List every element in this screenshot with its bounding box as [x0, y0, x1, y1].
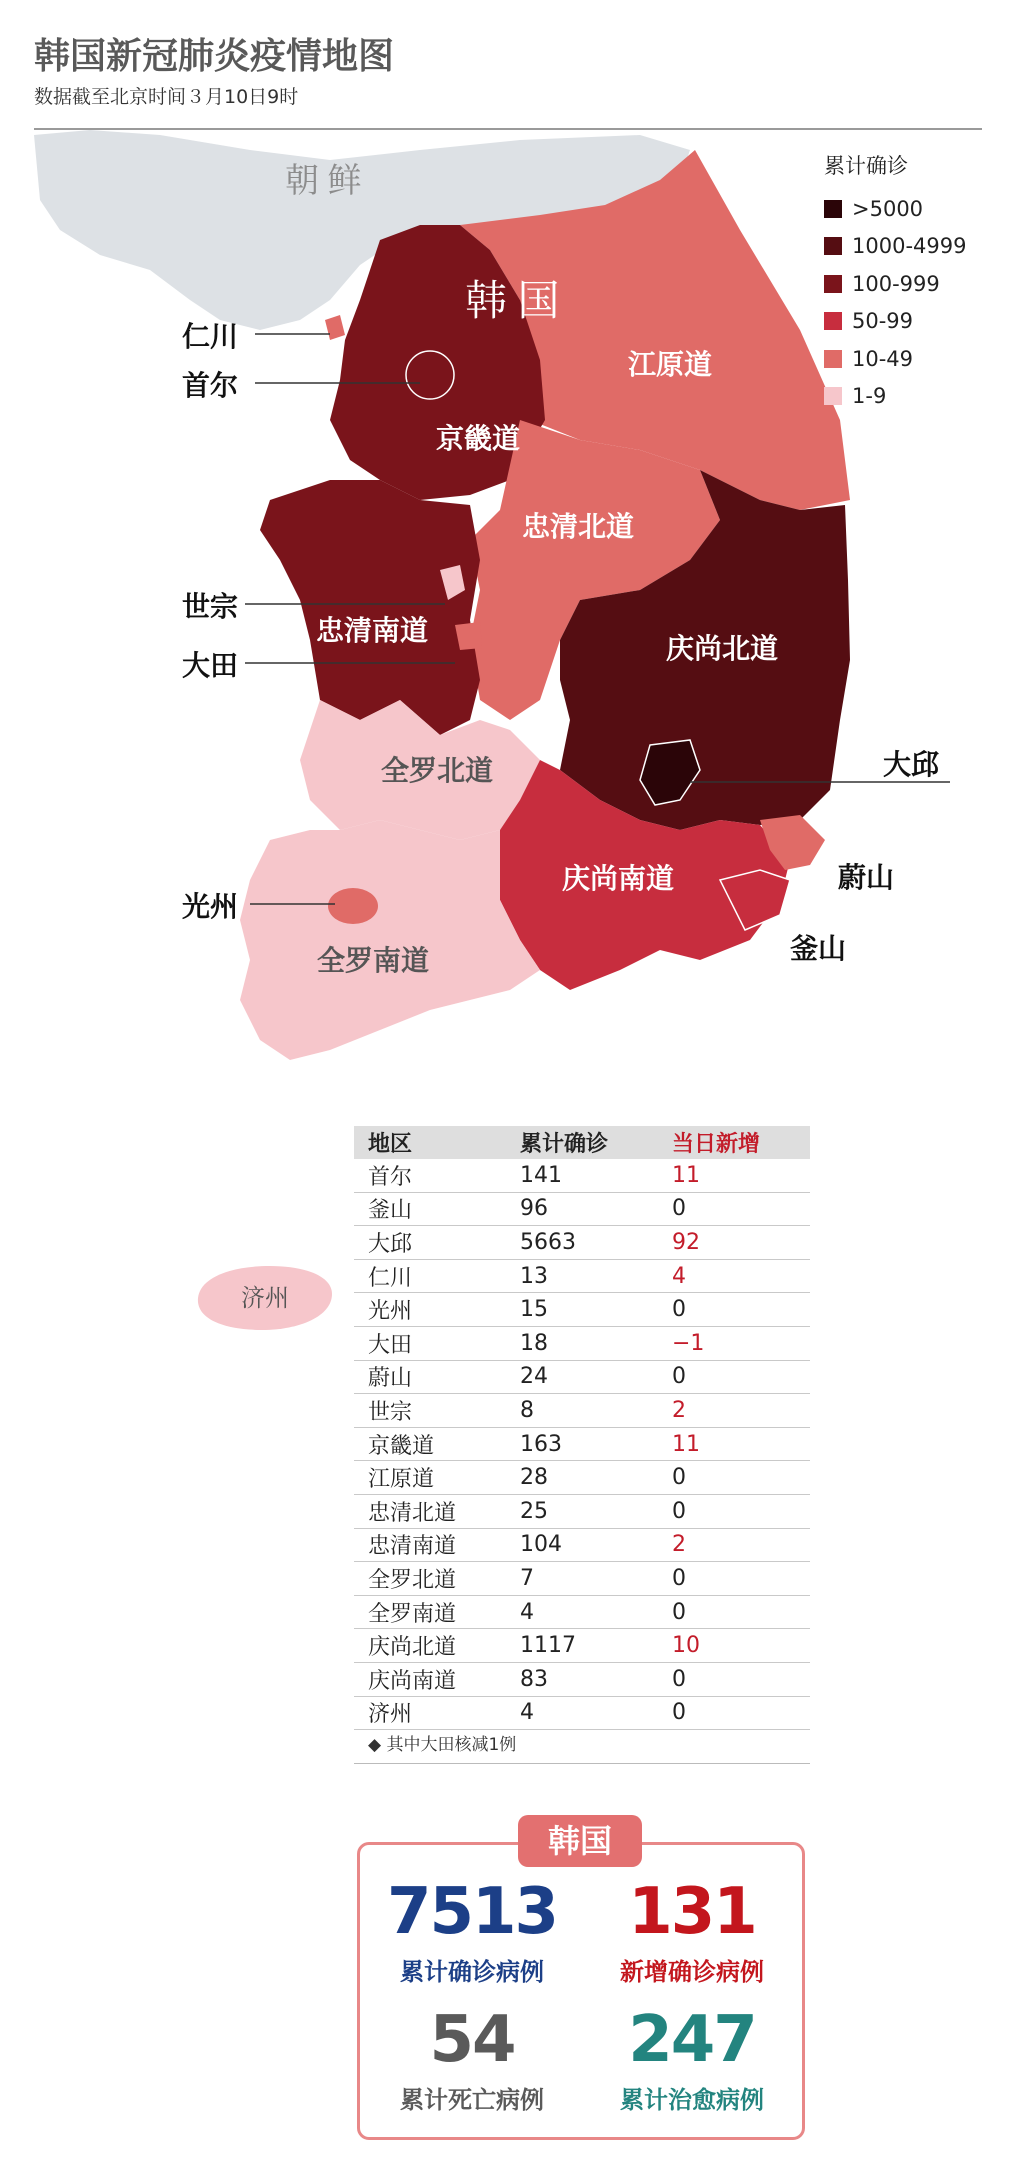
legend-item [824, 378, 966, 416]
total-cell: 7 [506, 1562, 658, 1596]
new-cell: 0 [658, 1595, 810, 1629]
legend-swatch [824, 200, 842, 218]
region-cell: 济州 [354, 1696, 506, 1730]
table-row [354, 1159, 810, 1192]
new-cell: 0 [658, 1293, 810, 1327]
region-cell: 江原道 [354, 1461, 506, 1495]
table-row [354, 1696, 810, 1730]
region-cell: 蔚山 [354, 1360, 506, 1394]
table-row [354, 1293, 810, 1327]
case-table [354, 1126, 810, 1730]
jeju-island [190, 1258, 340, 1338]
table-row [354, 1326, 810, 1360]
region-label-chungbuk: 忠清北道 [521, 510, 635, 543]
region-cell: 大邱 [354, 1226, 506, 1260]
region-label-gyeonggi: 京畿道 [435, 422, 521, 455]
callout-sejong: 世宗 [182, 590, 239, 623]
page-subtitle: 数据截至北京时间３月10日9时 [34, 86, 299, 108]
new-cell: 0 [658, 1494, 810, 1528]
col-new: 当日新增 [658, 1126, 810, 1159]
stat-new-confirmed [580, 1875, 804, 1987]
table-row [354, 1394, 810, 1428]
region-cell: 忠清南道 [354, 1528, 506, 1562]
region-incheon [325, 315, 345, 340]
new-cell: 0 [658, 1562, 810, 1596]
south-korea-label: 韩 国 [465, 279, 560, 325]
table-row [354, 1226, 810, 1260]
legend-label: 1000-4999 [852, 234, 967, 259]
callout-daejeon: 大田 [182, 649, 239, 682]
region-cell: 京畿道 [354, 1427, 506, 1461]
callout-ulsan: 蔚山 [838, 861, 895, 894]
region-seoul [406, 351, 454, 399]
total-cell: 15 [506, 1293, 658, 1327]
total-cell: 13 [506, 1259, 658, 1293]
legend-label: 1-9 [852, 384, 887, 409]
total-cell: 141 [506, 1159, 658, 1192]
table-row [354, 1461, 810, 1495]
callout-daegu: 大邱 [883, 748, 940, 781]
legend-label: 10-49 [852, 346, 914, 371]
legend-item [824, 340, 966, 378]
region-cell: 庆尚南道 [354, 1662, 506, 1696]
new-cell: 4 [658, 1259, 810, 1293]
legend-item [824, 228, 966, 266]
north-korea-label: 朝 鲜 [285, 163, 362, 200]
map-legend [824, 150, 966, 415]
stat-value: 247 [628, 2003, 756, 2077]
callout-incheon: 仁川 [182, 320, 239, 353]
legend-label: >5000 [852, 196, 924, 221]
region-label-jeonbuk: 全罗北道 [380, 754, 494, 787]
new-cell: 0 [658, 1662, 810, 1696]
stat-value: 131 [628, 1875, 756, 1949]
new-cell: 11 [658, 1159, 810, 1192]
legend-swatch [824, 275, 842, 293]
table-header-row [354, 1126, 810, 1159]
stat-total-recovered [580, 2003, 804, 2115]
table-row [354, 1360, 810, 1394]
region-label-jeonnam: 全罗南道 [316, 944, 430, 977]
legend-title: 累计确诊 [824, 154, 908, 178]
table-row [354, 1494, 810, 1528]
total-cell: 83 [506, 1662, 658, 1696]
stat-label: 累计确诊病例 [400, 1958, 544, 1986]
total-cell: 28 [506, 1461, 658, 1495]
table-row [354, 1192, 810, 1226]
region-cell: 光州 [354, 1293, 506, 1327]
region-label-gangwon: 江原道 [627, 348, 713, 381]
legend-item [824, 190, 966, 228]
region-cell: 大田 [354, 1326, 506, 1360]
table-row [354, 1562, 810, 1596]
total-cell: 4 [506, 1595, 658, 1629]
summary-title: 韩国 [518, 1815, 642, 1867]
stat-label: 累计死亡病例 [400, 2086, 544, 2114]
stat-value: 54 [429, 2003, 515, 2077]
legend-item [824, 265, 966, 303]
table-footnote: ◆ 其中大田核减1例 [368, 1735, 517, 1755]
region-cell: 庆尚北道 [354, 1629, 506, 1663]
region-label-jeju: 济州 [241, 1284, 289, 1312]
region-label-gyeongbuk: 庆尚北道 [665, 632, 779, 665]
new-cell: 0 [658, 1696, 810, 1730]
region-cell: 忠清北道 [354, 1494, 506, 1528]
region-cell: 首尔 [354, 1159, 506, 1192]
region-cell: 仁川 [354, 1259, 506, 1293]
table-row [354, 1259, 810, 1293]
region-cell: 全罗北道 [354, 1562, 506, 1596]
total-cell: 96 [506, 1192, 658, 1226]
legend-swatch [824, 312, 842, 330]
callout-seoul: 首尔 [182, 369, 239, 402]
region-jeonnam [240, 820, 540, 1060]
col-region: 地区 [354, 1126, 506, 1159]
legend-swatch [824, 237, 842, 255]
new-cell: 92 [658, 1226, 810, 1260]
total-cell: 1117 [506, 1629, 658, 1663]
legend-label: 50-99 [852, 309, 914, 334]
total-cell: 18 [506, 1326, 658, 1360]
stat-label: 累计治愈病例 [620, 2086, 764, 2114]
table-row [354, 1662, 810, 1696]
page-title: 韩国新冠肺炎疫情地图 [34, 36, 395, 77]
new-cell: 0 [658, 1360, 810, 1394]
total-cell: 163 [506, 1427, 658, 1461]
new-cell: 10 [658, 1629, 810, 1663]
total-cell: 8 [506, 1394, 658, 1428]
legend-swatch [824, 387, 842, 405]
region-gwangju [328, 888, 378, 924]
region-label-gyeongnam: 庆尚南道 [561, 862, 675, 895]
callout-busan: 釜山 [790, 932, 847, 965]
new-cell: 0 [658, 1192, 810, 1226]
region-cell: 釜山 [354, 1192, 506, 1226]
col-total: 累计确诊 [506, 1126, 658, 1159]
total-cell: 104 [506, 1528, 658, 1562]
callout-gwangju: 光州 [182, 890, 239, 923]
region-chungnam [260, 480, 480, 735]
total-cell: 25 [506, 1494, 658, 1528]
legend-item [824, 303, 966, 341]
table-bottom-rule [354, 1763, 810, 1764]
stat-total-deaths [360, 2003, 584, 2115]
new-cell: 2 [658, 1528, 810, 1562]
new-cell: 2 [658, 1394, 810, 1428]
region-cell: 世宗 [354, 1394, 506, 1428]
table-row [354, 1629, 810, 1663]
stat-label: 新增确诊病例 [620, 1958, 764, 1986]
legend-swatch [824, 350, 842, 368]
stat-value: 7513 [386, 1875, 558, 1949]
total-cell: 4 [506, 1696, 658, 1730]
table-row [354, 1427, 810, 1461]
table-row [354, 1595, 810, 1629]
new-cell: 0 [658, 1461, 810, 1495]
new-cell: −1 [658, 1326, 810, 1360]
table-row [354, 1528, 810, 1562]
new-cell: 11 [658, 1427, 810, 1461]
total-cell: 5663 [506, 1226, 658, 1260]
stat-total-confirmed [360, 1875, 584, 1987]
legend-label: 100-999 [852, 271, 940, 296]
region-label-chungnam: 忠清南道 [315, 614, 429, 647]
total-cell: 24 [506, 1360, 658, 1394]
region-cell: 全罗南道 [354, 1595, 506, 1629]
